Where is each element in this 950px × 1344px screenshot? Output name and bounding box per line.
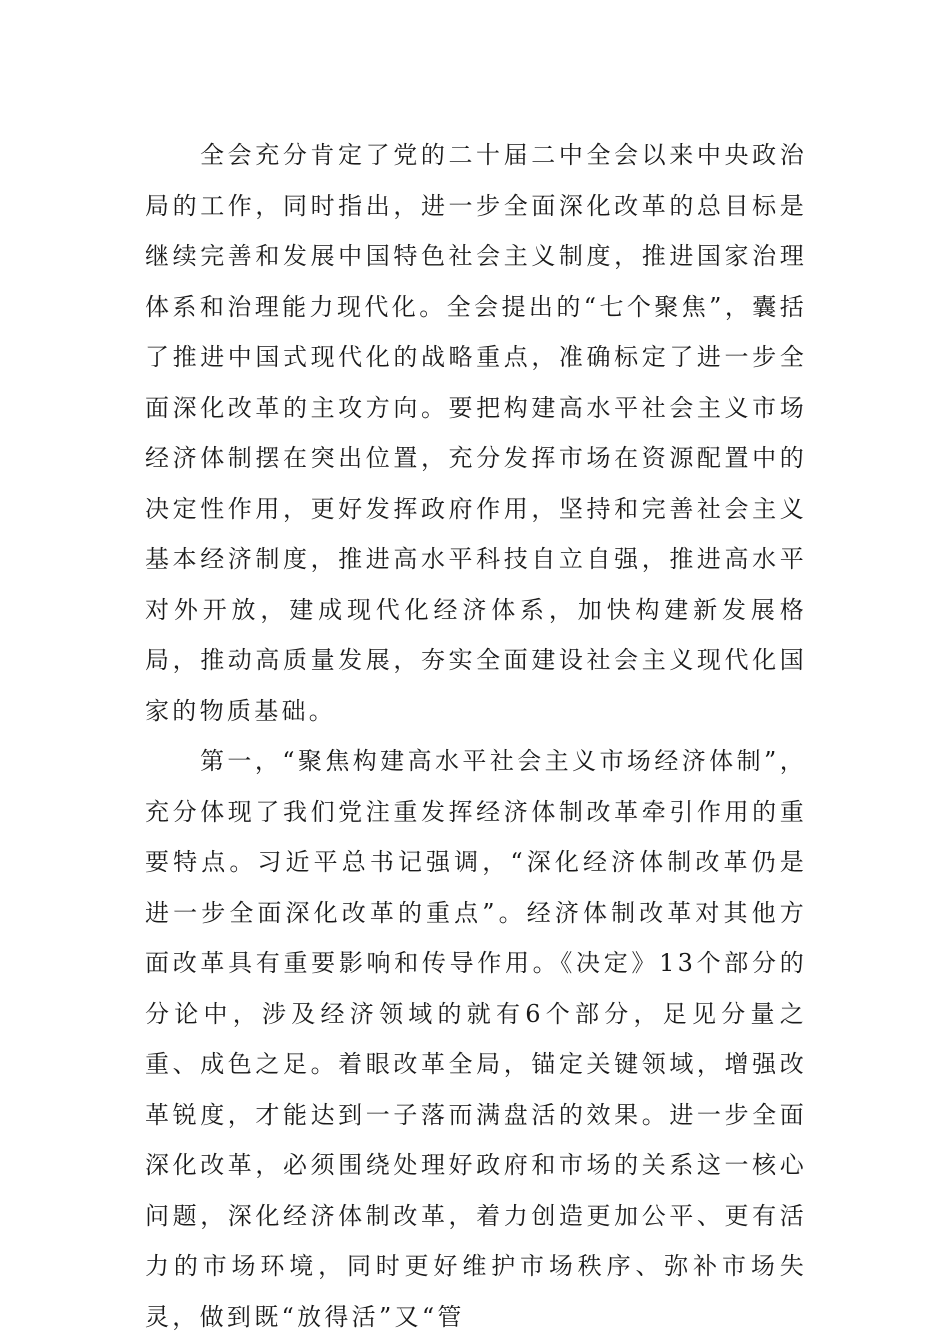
- document-body: [145, 130, 807, 1342]
- paragraph-first-focus: 第一，“聚焦构建高水平社会主义市场经济体制”，充分体现了我们党注重发挥经济体制改革牵引作用的重要特点。习近平总书记强调，“深化经济体制改革仍是进一步全面深化改革的重点”。经济体制改革对其他方面改革具有重要影响和传导作用。《决定》13个部分的分论中，涉及经济领域的就有6个部分，足见分量之重、成色之足。着眼改革全局，锚定关键领域，增强改革锐度，才能达到一子落而满盘活的效果。进一步全面深化改革，必须围绕处理好政府和市场的关系这一核心问题，深化经济体制改革，着力创造更加公平、更有活力的市场环境，同时更好维护市场秩序、弥补市场失灵，做到既“放得活”又“管: [145, 747, 807, 1331]
- paragraph-plenary-session: 全会充分肯定了党的二十届二中全会以来中央政治局的工作，同时指出，进一步全面深化改革的总目标是继续完善和发展中国特色社会主义制度，推进国家治理体系和治理能力现代化。全会提出的“七个聚焦”，囊括了推进中国式现代化的战略重点，准确标定了进一步全面深化改革的主攻方向。要把构建高水平社会主义市场经济体制摆在突出位置，充分发挥市场在资源配置中的决定性作用，更好发挥政府作用，坚持和完善社会主义基本经济制度，推进高水平科技自立自强，推进高水平对外开放，建成现代化经济体系，加快构建新发展格局，推动高质量发展，夯实全面建设社会主义现代化国家的物质基础。: [145, 141, 807, 725]
